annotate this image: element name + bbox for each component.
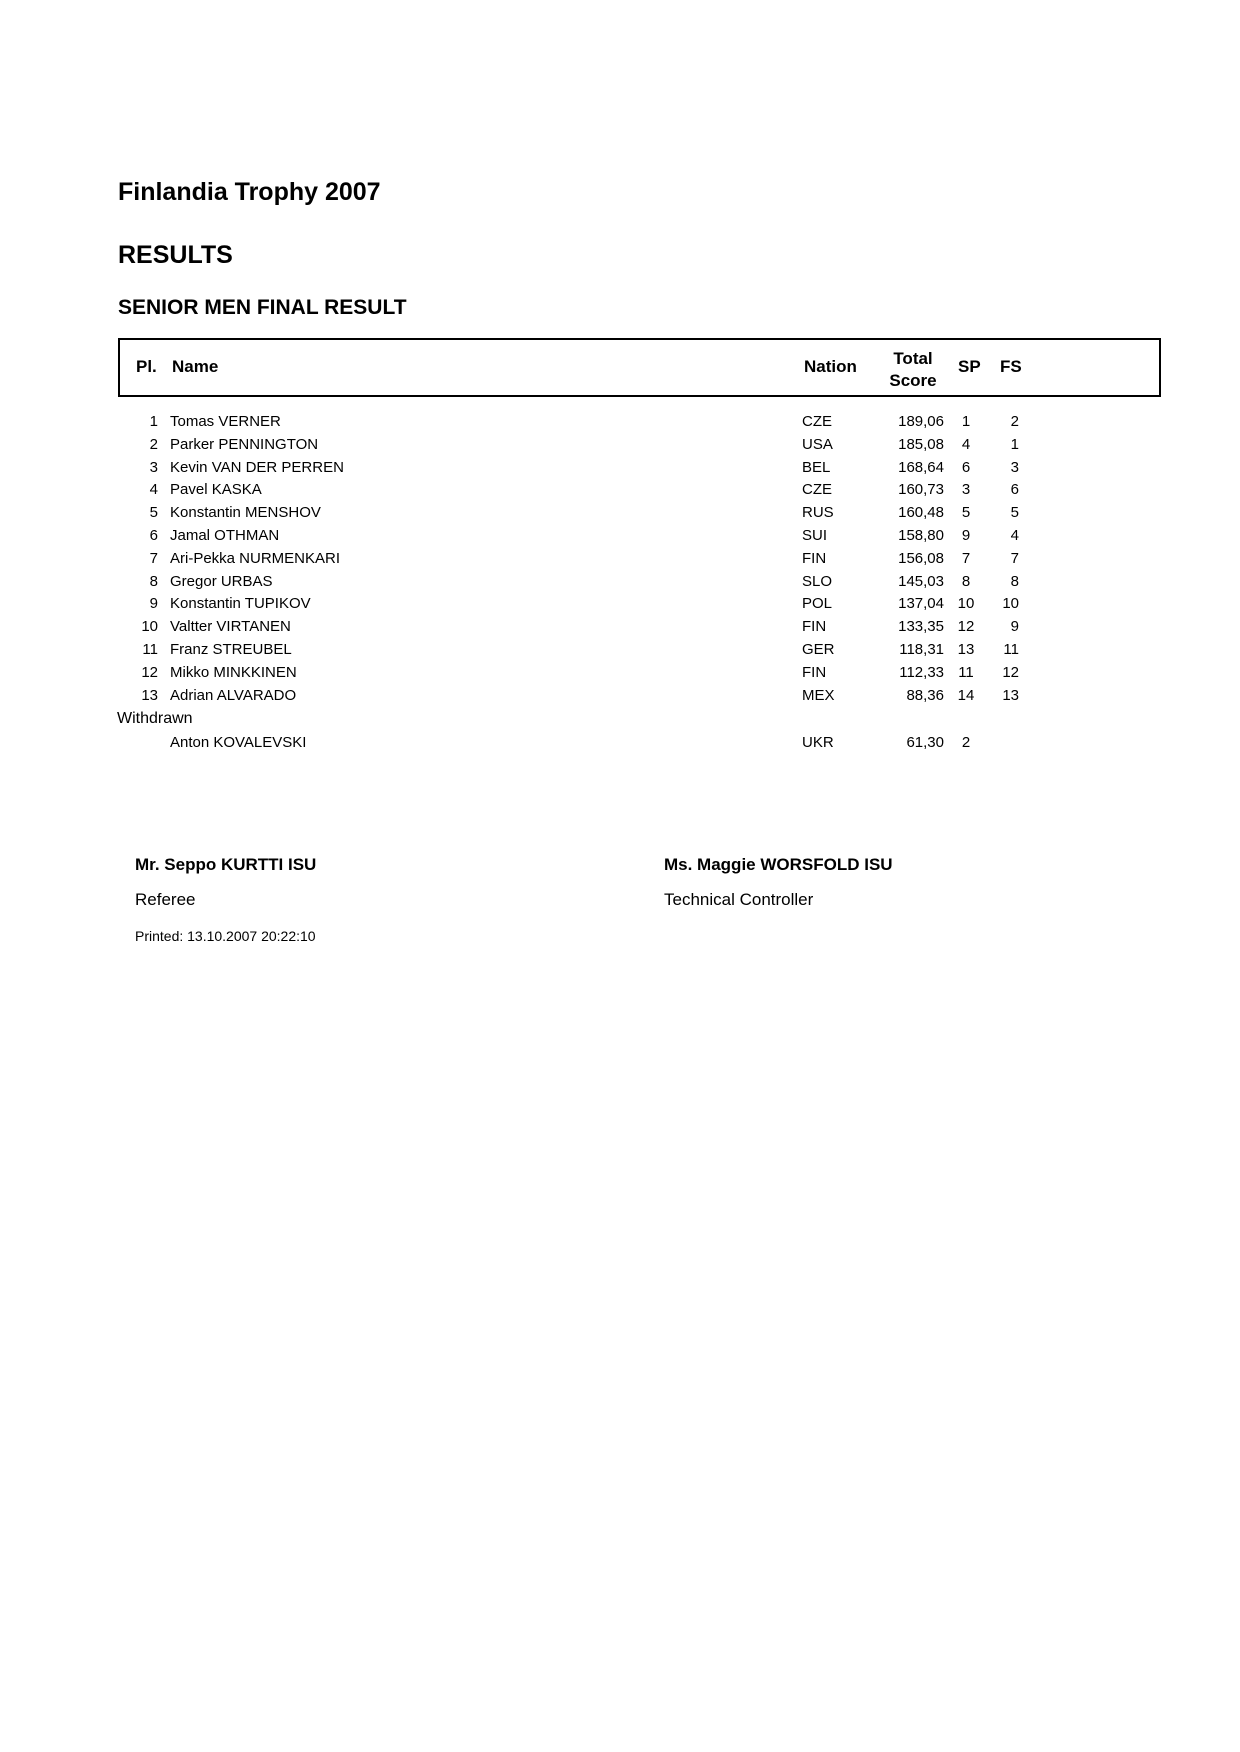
header-total-score: Total Score	[889, 349, 937, 390]
cell-name: Kevin VAN DER PERREN	[170, 458, 344, 476]
technical-controller-name: Ms. Maggie WORSFOLD ISU	[664, 855, 893, 874]
header-name: Name	[172, 357, 219, 376]
table-row	[118, 570, 1161, 593]
withdrawn-table-body	[118, 731, 1161, 754]
cell-fs: 12	[1002, 663, 1019, 681]
cell-nation: CZE	[802, 481, 832, 499]
cell-sp: 9	[961, 526, 971, 544]
table-row	[118, 661, 1161, 684]
cell-nation: FIN	[802, 618, 827, 636]
cell-name: Konstantin MENSHOV	[170, 504, 321, 522]
cell-fs: 9	[1010, 618, 1019, 636]
results-table-body	[118, 410, 1161, 706]
cell-nation: MEX	[802, 686, 835, 704]
cell-fs: 1	[1010, 435, 1019, 453]
header-fs: FS	[1000, 357, 1022, 376]
table-row	[118, 433, 1161, 456]
cell-name: Parker PENNINGTON	[170, 435, 319, 453]
cell-sp: 6	[961, 458, 971, 476]
cell-sp: 4	[961, 435, 971, 453]
cell-name: Anton KOVALEVSKI	[170, 734, 307, 751]
cell-total-score: 137,04	[898, 595, 944, 613]
table-row	[118, 638, 1161, 661]
cell-fs: 5	[1010, 504, 1019, 522]
cell-nation: SLO	[802, 572, 833, 590]
cell-name: Mikko MINKKINEN	[170, 663, 297, 681]
cell-place: 1	[149, 413, 158, 430]
cell-place: 11	[142, 640, 158, 658]
table-row	[118, 478, 1161, 501]
cell-nation: BEL	[802, 458, 831, 476]
cell-fs: 6	[1010, 481, 1019, 499]
cell-name: Pavel KASKA	[170, 481, 262, 499]
referee-name: Mr. Seppo KURTTI ISU	[135, 855, 317, 874]
cell-sp: 2	[961, 734, 971, 751]
cell-fs: 3	[1010, 458, 1019, 476]
category-heading: SENIOR MEN FINAL RESULT	[118, 296, 407, 319]
table-row	[118, 501, 1161, 524]
cell-name: Jamal OTHMAN	[170, 526, 280, 544]
cell-name: Ari-Pekka NURMENKARI	[170, 549, 341, 567]
cell-name: Franz STREUBEL	[170, 640, 292, 658]
header-nation: Nation	[804, 357, 857, 376]
results-heading: RESULTS	[118, 241, 233, 269]
cell-name: Tomas VERNER	[170, 413, 281, 430]
cell-fs: 11	[1003, 640, 1019, 658]
cell-nation: UKR	[802, 734, 834, 751]
cell-sp: 3	[961, 481, 971, 499]
cell-place: 2	[149, 435, 158, 453]
technical-controller-role: Technical Controller	[664, 890, 814, 909]
table-row	[118, 615, 1161, 638]
cell-fs: 10	[1002, 595, 1019, 613]
cell-place: 10	[141, 618, 158, 636]
cell-sp: 8	[961, 572, 971, 590]
table-row	[118, 547, 1161, 570]
cell-place: 5	[149, 504, 158, 522]
cell-nation: USA	[802, 435, 833, 453]
table-row	[118, 456, 1161, 479]
table-row	[118, 684, 1161, 707]
cell-total-score: 189,06	[898, 413, 944, 430]
table-row	[118, 592, 1161, 615]
event-title: Finlandia Trophy 2007	[118, 178, 381, 206]
cell-place: 3	[149, 458, 158, 476]
cell-place: 13	[141, 686, 158, 704]
referee-role: Referee	[135, 890, 196, 909]
cell-nation: FIN	[802, 663, 827, 681]
withdrawn-row	[118, 731, 1161, 754]
cell-place: 9	[149, 595, 158, 613]
cell-name: Adrian ALVARADO	[170, 686, 297, 704]
cell-nation: FIN	[802, 549, 827, 567]
cell-nation: POL	[802, 595, 833, 613]
cell-total-score: 112,33	[899, 663, 944, 681]
printed-timestamp: Printed: 13.10.2007 20:22:10	[135, 928, 316, 944]
cell-total-score: 145,03	[898, 572, 944, 590]
cell-sp: 13	[957, 640, 975, 658]
cell-nation: RUS	[802, 504, 834, 522]
cell-fs: 2	[1010, 413, 1019, 430]
cell-total-score: 160,48	[898, 504, 944, 522]
cell-total-score: 156,08	[898, 549, 944, 567]
cell-name: Konstantin TUPIKOV	[170, 595, 311, 613]
cell-sp: 7	[961, 549, 971, 567]
cell-total-score: 158,80	[898, 526, 944, 544]
cell-nation: GER	[802, 640, 835, 658]
cell-sp: 10	[957, 595, 975, 613]
withdrawn-label: Withdrawn	[117, 710, 193, 727]
cell-name: Valtter VIRTANEN	[170, 618, 291, 636]
cell-place: 4	[149, 481, 158, 499]
cell-total-score: 168,64	[898, 458, 944, 476]
cell-sp: 12	[957, 618, 975, 636]
cell-nation: SUI	[802, 526, 828, 544]
cell-total-score: 185,08	[898, 435, 944, 453]
cell-total-score: 118,31	[899, 640, 944, 658]
cell-sp: 11	[958, 663, 974, 681]
cell-fs: 7	[1010, 549, 1019, 567]
cell-place: 12	[141, 663, 158, 681]
table-row	[118, 524, 1161, 547]
cell-name: Gregor URBAS	[170, 572, 273, 590]
cell-place: 6	[149, 526, 158, 544]
cell-total-score: 160,73	[898, 481, 944, 499]
cell-total-score: 88,36	[906, 686, 944, 704]
results-table-header	[118, 338, 1161, 397]
cell-place: 8	[149, 572, 158, 590]
cell-sp: 5	[961, 504, 971, 522]
cell-fs: 8	[1010, 572, 1019, 590]
cell-sp: 14	[957, 686, 975, 704]
cell-total-score: 133,35	[898, 618, 944, 636]
cell-nation: CZE	[802, 413, 832, 430]
cell-sp: 1	[961, 413, 971, 430]
cell-total-score: 61,30	[906, 734, 944, 751]
cell-fs: 13	[1002, 686, 1019, 704]
table-row	[118, 410, 1161, 433]
cell-place: 7	[149, 549, 158, 567]
header-sp: SP	[958, 357, 981, 376]
cell-fs: 4	[1010, 526, 1019, 544]
header-place: Pl.	[136, 357, 157, 376]
